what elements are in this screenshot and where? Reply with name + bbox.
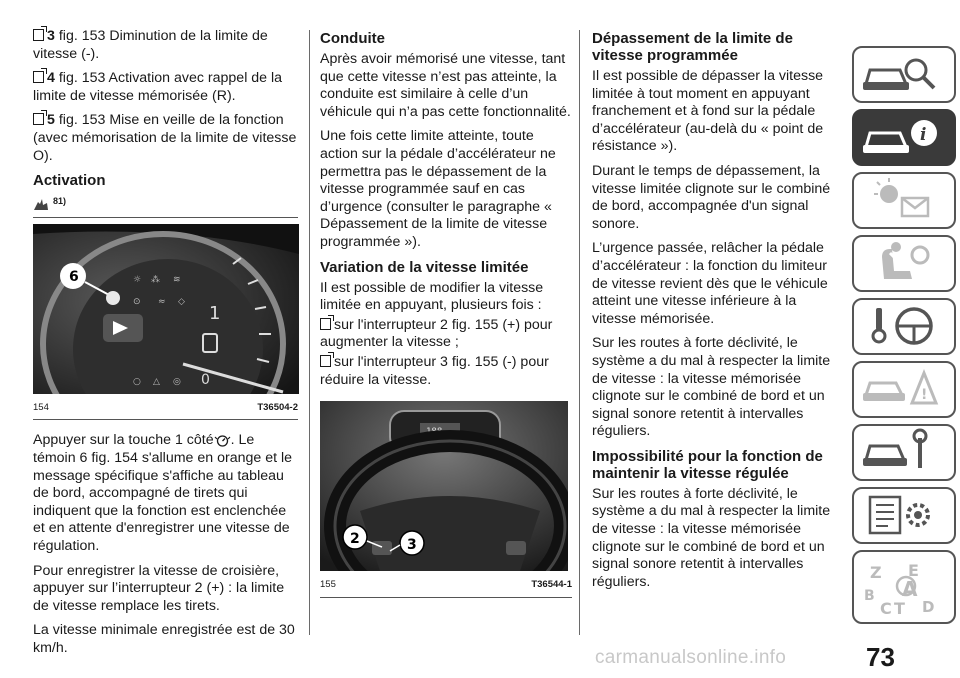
speed-limiter-icon — [214, 434, 231, 447]
paragraph-depassement-3: L’urgence passée, relâcher la pédale d’accélérateur : la fonction du limiteur de vitesse revient dès que le véhicule atteint une vitesse inférieure à la vitesse mémorisée. — [592, 240, 828, 327]
car-magnifier-icon — [854, 48, 954, 101]
column-right — [592, 28, 842, 598]
column-divider — [309, 30, 310, 635]
hand-warning-icon — [33, 197, 49, 211]
svg-text:◇: ◇ — [178, 296, 185, 307]
callout-2: 2 — [350, 531, 360, 548]
seat-airbag-icon — [854, 237, 954, 290]
list-item-decrease: sur l'interrupteur 3 fig. 155 (-) pour réduire la vitesse. — [320, 353, 549, 388]
svg-text:≈: ≈ — [158, 296, 166, 307]
warning-lights-envelope-icon — [854, 174, 954, 227]
figure-caption-155: 155 T36544-1 — [320, 576, 572, 598]
alphabet-index-icon — [854, 552, 954, 622]
paragraph-record-speed: Pour enregistrer la vitesse de croisière, appuyer sur l’interrupteur 2 (+) : la limite de vitesse remplace les tirets. — [33, 562, 285, 614]
list-item-5: 5 fig. 153 Mise en veille de la fonction (avec mémorisation de la limite de vitesse O). — [33, 112, 297, 164]
instrument-cluster-image — [33, 224, 299, 394]
svg-text:E: E — [908, 561, 919, 580]
callout-6: 6 — [69, 268, 79, 285]
column-middle — [320, 28, 572, 598]
heading-activation: Activation — [33, 172, 106, 190]
tab-maintenance[interactable] — [852, 424, 956, 481]
tab-index[interactable] — [852, 550, 956, 624]
paragraph-min-speed: La vitesse minimale enregistrée est de 30 km/h. — [33, 622, 295, 656]
svg-text:C: C — [880, 599, 892, 618]
svg-text:△: △ — [153, 376, 160, 387]
bullet-box-icon — [33, 29, 44, 41]
bullet-box-icon — [320, 355, 331, 367]
svg-text:!: ! — [921, 387, 928, 403]
heading-impossibilite: Impossibilité pour la fonction de maintenir la vitesse régulée — [592, 447, 823, 482]
car-info-icon — [854, 111, 954, 164]
svg-text:i: i — [920, 125, 927, 145]
bullet-box-icon — [33, 113, 44, 125]
gauge-digit: 1 — [209, 302, 221, 324]
figure-rule — [33, 217, 298, 218]
column-left — [33, 28, 298, 664]
tab-emergency[interactable] — [852, 361, 956, 418]
figure-caption-154: 154 T36504-2 — [33, 399, 298, 421]
paragraph-conduite-2: Une fois cette limite atteinte, toute action sur la pédale d’accélérateur ne permettra pas le dépassement de la vitesse programmée sauf en cas d’urgence (consulter le paragraphe « Dépassement de la limite de vitesse programmée »). — [320, 128, 556, 250]
heading-depassement: Dépassement de la limite de vitesse programmée — [592, 30, 793, 64]
callout-3: 3 — [407, 537, 417, 554]
heading-variation: Variation de la vitesse limitée — [320, 258, 529, 276]
list-item-increase: sur l'interrupteur 2 fig. 155 (+) pour augmenter la vitesse ; — [320, 316, 553, 351]
figure-154-dashboard — [33, 224, 299, 394]
svg-text:⁂: ⁂ — [151, 274, 160, 285]
svg-text:○: ○ — [133, 376, 141, 387]
tab-safety[interactable] — [852, 235, 956, 292]
page-number: 73 — [866, 642, 895, 672]
paragraph-depassement-2: Durant le temps de dépassement, la vitesse limitée clignote sur le combiné de bord, accompagnée d'un signal sonore. — [592, 162, 831, 232]
tab-car-knowledge[interactable] — [852, 46, 956, 103]
bullet-box-icon — [33, 71, 44, 83]
tab-starting-driving[interactable] — [852, 298, 956, 355]
gauge-zero: 0 — [201, 371, 210, 388]
car-road-warning-icon — [854, 363, 954, 416]
tab-car-info[interactable] — [852, 109, 956, 166]
checklist-gear-icon — [854, 489, 954, 542]
bullet-box-icon — [320, 318, 331, 330]
svg-text:☼: ☼ — [133, 274, 142, 285]
tab-technical-data[interactable] — [852, 487, 956, 544]
heading-conduite: Conduite — [320, 30, 385, 47]
column-divider — [579, 30, 580, 635]
steering-wheel-image — [320, 401, 568, 571]
svg-text:188: 188 — [426, 427, 443, 438]
svg-text:T: T — [894, 599, 905, 618]
key-steering-wheel-icon — [854, 300, 954, 353]
paragraph-depassement-4: Sur les routes à forte déclivité, le système a du mal à respecter la limite de vitesse : la vitesse mémorisée clignote sur le combiné de bord et un signal sonore retentit à intervalles réguliers. — [592, 335, 831, 440]
tab-warning-lights[interactable] — [852, 172, 956, 229]
car-wrench-icon — [854, 426, 954, 479]
list-item-3: 3 fig. 153 Diminution de la limite de vitesse (-). — [33, 28, 268, 62]
svg-text:Z: Z — [870, 563, 882, 582]
svg-text:B: B — [864, 588, 875, 604]
paragraph-conduite-1: Après avoir mémorisé une vitesse, tant que cette vitesse n’est pas atteinte, la conduite est similaire à celle d’un véhicule qui n’a pas cette fonctionnalité. — [320, 51, 571, 120]
figure-155-steering-wheel — [320, 401, 568, 571]
paragraph-impossibilite: Sur les routes à forte déclivité, le système a du mal à respecter la limite de vitesse : la vitesse mémorisée clignote sur le combiné de bord et un signal sonore retentit à intervalles réguliers. — [592, 485, 831, 590]
svg-text:≋: ≋ — [173, 274, 181, 285]
list-item-4: 4 fig. 153 Activation avec rappel de la limite de vitesse mémorisée (R). — [33, 70, 283, 104]
svg-text:D: D — [922, 598, 935, 616]
svg-text:A: A — [902, 577, 918, 601]
paragraph-activation: Appuyer sur la touche 1 côté . Le témoin 6 fig. 154 s'allume en orange et le message spécifique s'affiche au tableau de bord, accompagné de tirets qui indiquent que la fonction est enclenchée et en attente d'enregistrer une vitesse de régulation. — [33, 432, 293, 554]
svg-text:◎: ◎ — [173, 376, 181, 387]
svg-text:⊙: ⊙ — [133, 296, 141, 307]
paragraph-variation: Il est possible de modifier la vitesse limitée en appuyant, plusieurs fois : — [320, 279, 544, 314]
watermark: carmanualsonline.info — [595, 647, 787, 668]
warning-reference: 81) — [33, 193, 298, 211]
paragraph-depassement-1: Il est possible de dépasser la vitesse limitée à tout moment en appuyant franchement et à fond sur la pédale d’accélérateur (au-delà du « point de résistance »). — [592, 68, 824, 155]
